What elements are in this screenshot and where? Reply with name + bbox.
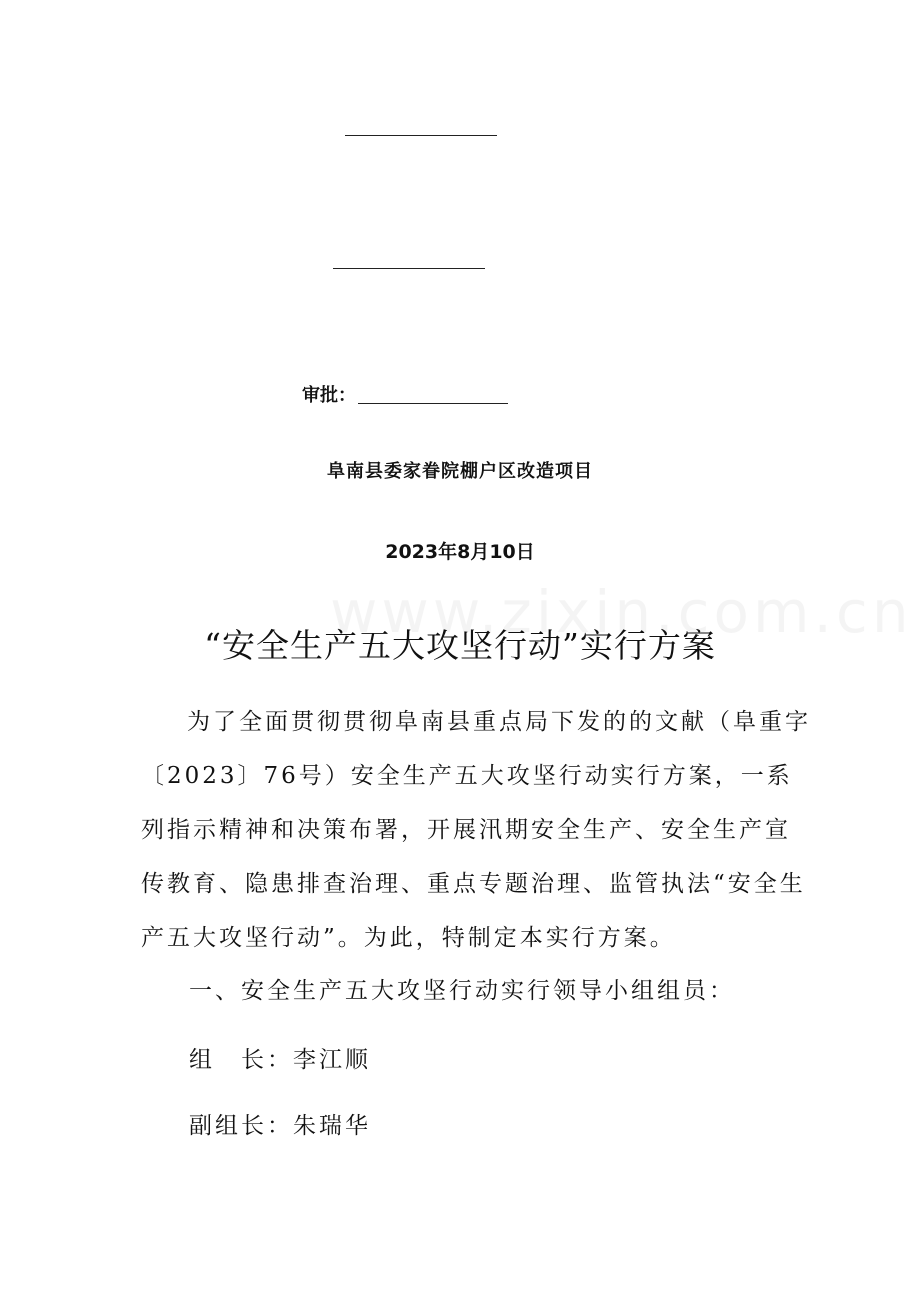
approval-label: 审批： [302,385,356,406]
document-date: 2023年8月10日 [385,541,535,563]
section-heading-1: 一、安全生产五大攻坚行动实行领导小组组员： [189,978,735,1004]
group-leader: 组 长：李江顺 [189,1047,371,1073]
document-title: “安全生产五大攻坚行动”实行方案 [204,626,716,665]
document-body [141,695,811,965]
project-name: 阜南县委家眷院棚户区改造项目 [327,461,593,482]
signature-blank-line-2 [333,268,485,269]
deputy-group-leader: 副组长：朱瑞华 [189,1113,371,1139]
approval-field [302,381,508,407]
intro-paragraph: 为了全面贯彻贯彻阜南县重点局下发的的文献（阜重字〔2023〕76号）安全生产五大攻坚行动实行方案，一系列指示精神和决策布署，开展汛期安全生产、安全生产宣传教育、隐患排查治理、重点专题治理、监管执法“安全生产五大攻坚行动”。为此，特制定本实行方案。 [141,709,811,951]
signature-blank-line-1 [345,135,497,136]
approval-blank-line [358,403,508,404]
